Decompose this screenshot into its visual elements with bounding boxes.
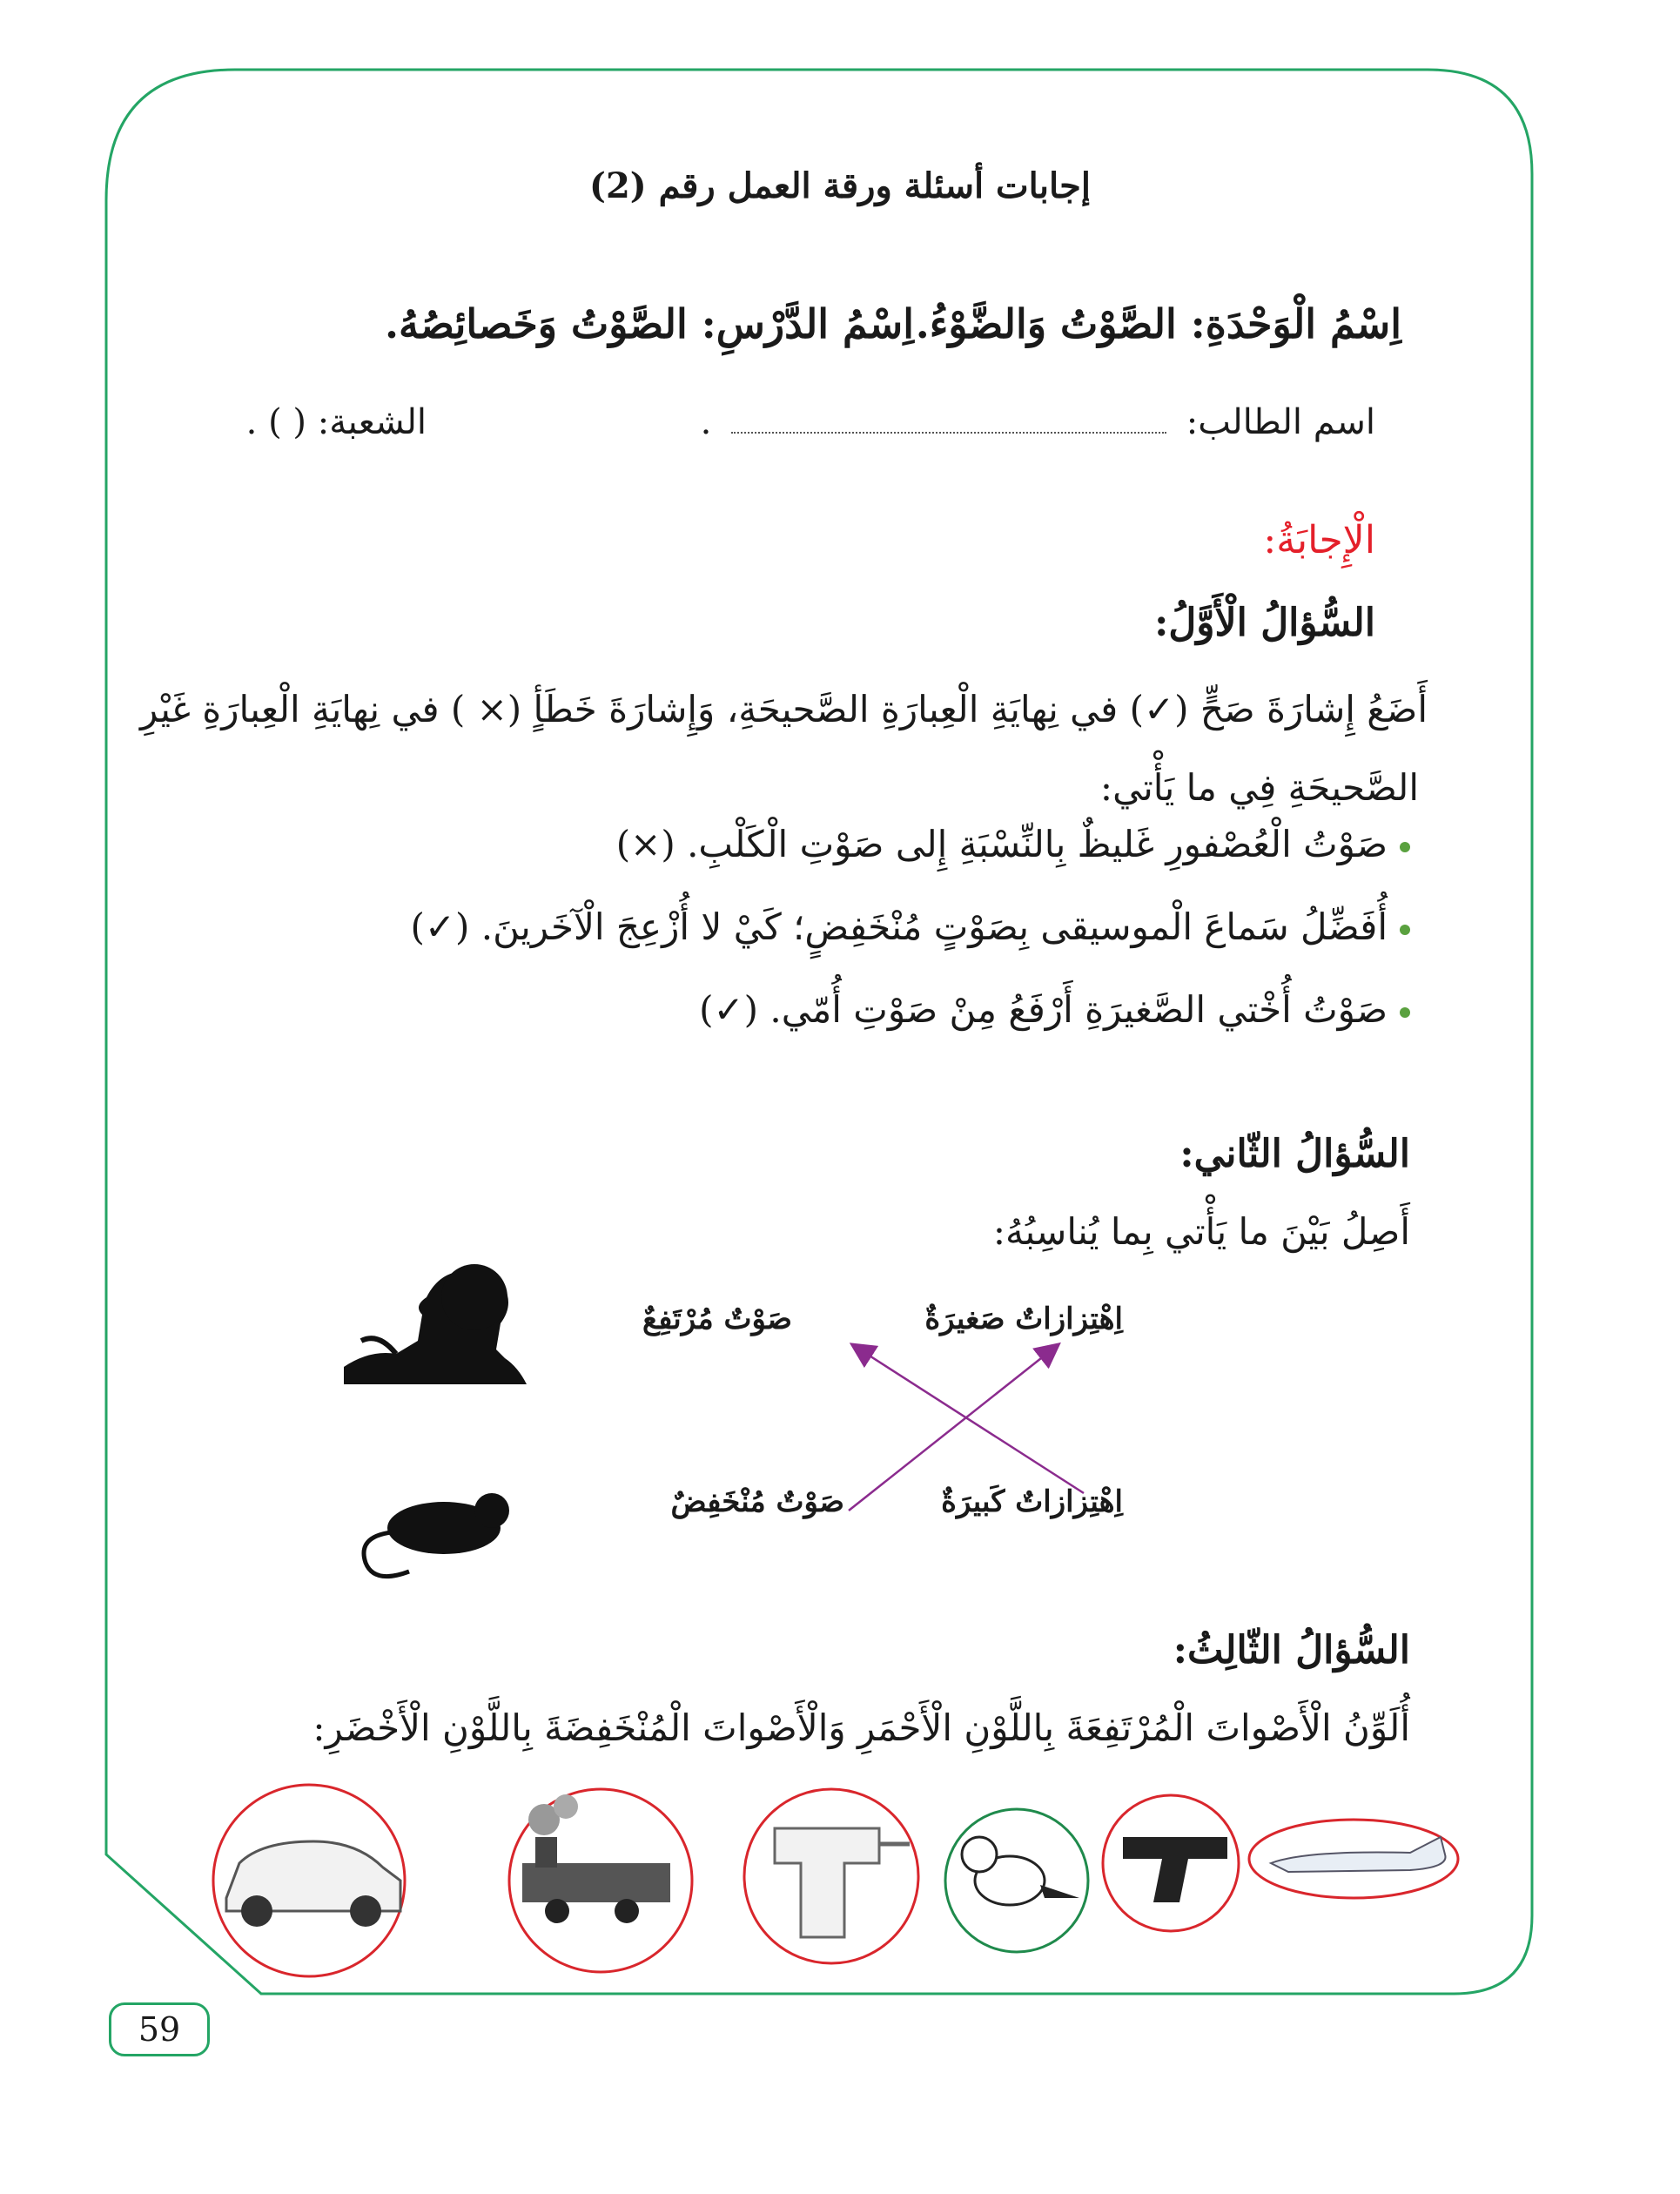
car-item [213,1785,405,1976]
q1-instruction-line2: الصَّحيحَةِ فِي ما يَأْتي: [1099,766,1419,809]
match-left-top: صَوْتٌ مُرْتَفِعٌ [642,1302,792,1336]
match-right-bottom: اِهْتِزازاتٌ كَبيرَةٌ [941,1484,1123,1519]
q2-heading: السُّؤالُ الثّاني: [1179,1132,1410,1176]
train-icon [522,1863,670,1902]
match-left-bottom: صَوْتٌ مُنْخَفِضٌ [670,1484,844,1519]
train-item [509,1789,692,1972]
q1-item: صَوْتُ أُخْتي الصَّغيرَةِ أَرْفَعُ مِنْ صَوْتِ أُمّي. (✓) [699,988,1410,1031]
student-name-end: . [700,402,712,442]
unit-name: اِسْمُ الْوَحْدَةِ: الصَّوْتُ وَالضَّوْءُ. [915,300,1401,347]
q1-item: أُفَضِّلُ سَماعَ الْموسيقى بِصَوْتٍ مُنْخَفِضٍ؛ كَيْ لا أُزْعِجَ الْآخَرينَ. (✓) [410,905,1410,948]
drill-item [744,1789,918,1963]
worksheet-title: إجابات أسئلة ورقة العمل رقم (2) [589,165,1091,206]
page-number: 59 [109,2002,210,2056]
airplane-icon [1271,1837,1446,1872]
section-label: الشعبة: ( ) . [245,402,427,442]
q1-instruction-line1: أَضَعُ إِشارَةَ صَحٍّ (✓) في نِهايَةِ الْعِبارَةِ الصَّحيحَةِ، وَإِشارَةَ خَطَأٍ (× ) في نِهايَةِ الْعِبارَةِ غَيْرِ [140,688,1428,730]
airplane-item [1249,1820,1458,1898]
pistol-icon [1123,1837,1227,1902]
pistol-item [1103,1795,1239,1931]
bird-item [945,1809,1088,1952]
q3-instruction: أُلَوِّنُ الْأَصْواتَ الْمُرْتَفِعَةَ بِاللَّوْنِ الْأَحْمَرِ وَالْأَصْواتَ الْمُنْخَفِضَةَ بِاللَّوْنِ الْأَخْضَرِ: [312,1706,1410,1749]
lesson-name: اِسْمُ الدَّرْسِ: الصَّوْتُ وَخَصائِصُهُ. [385,300,914,347]
q1-heading: السُّؤالُ الْأَوَّلُ: [1154,601,1375,645]
answer-heading: الْإِجابَةُ: [1263,518,1375,562]
match-right-top: اِهْتِزازاتٌ صَغيرَةٌ [924,1302,1123,1336]
student-name-label: اسم الطالب: [1186,402,1375,442]
q2-instruction: أَصِلُ بَيْنَ ما يَأْتي بِما يُناسِبُهُ: [992,1210,1410,1253]
q3-heading: السُّؤالُ الثّالِثُ: [1173,1628,1410,1672]
drill-icon [775,1828,879,1937]
q1-item: صَوْتُ الْعُصْفورِ غَليظٌ بِالنِّسْبَةِ إِلى صَوْتِ الْكَلْبِ. (×) [616,823,1410,865]
